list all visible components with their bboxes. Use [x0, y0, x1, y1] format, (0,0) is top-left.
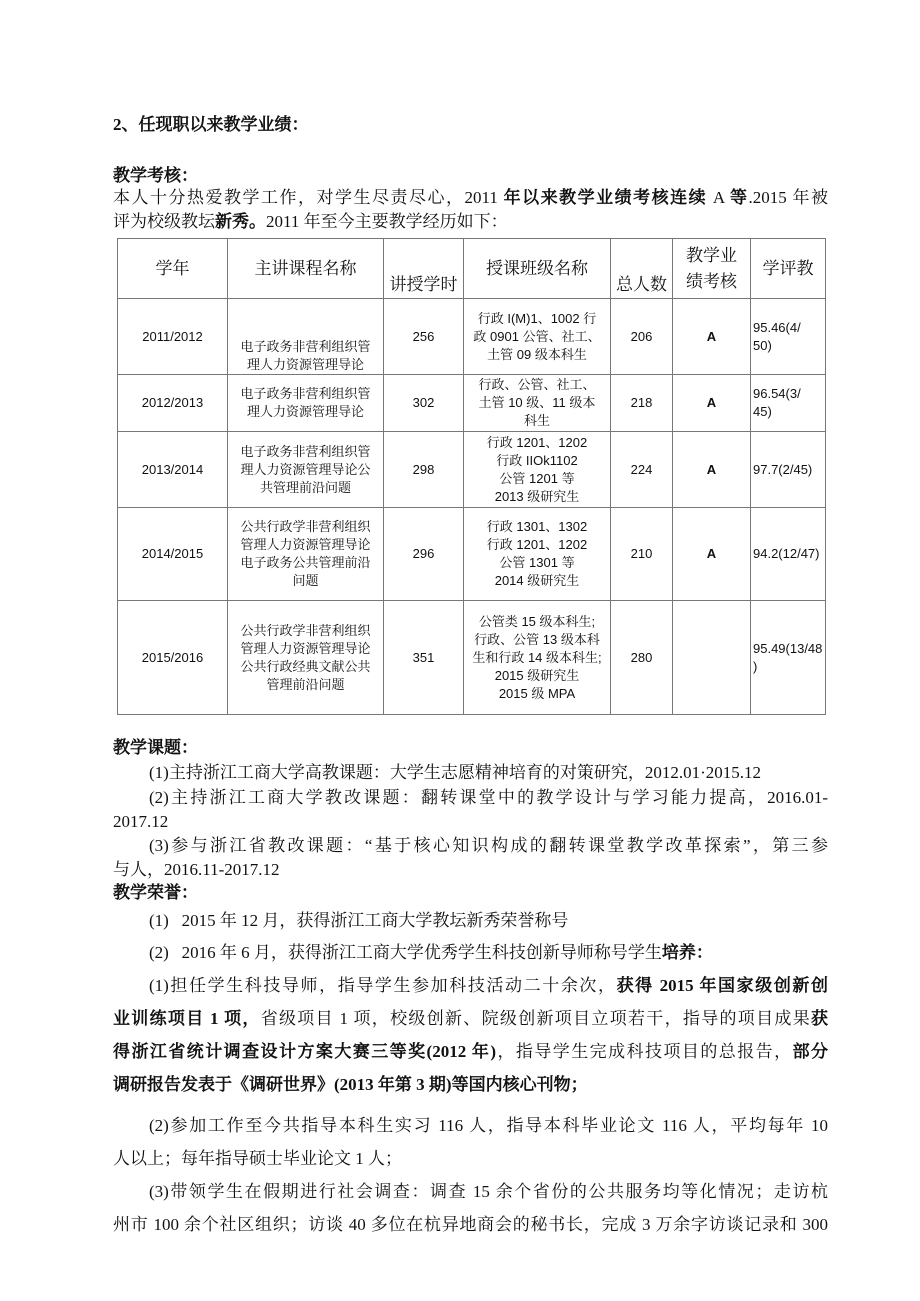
text-segment: 州市 100 余个社区组织；访谈 40 多位在杭异地商会的秘书长，完成 3 万余字访谈记录和 300: [113, 1215, 828, 1234]
cell-grade: A: [673, 432, 751, 508]
cell-hours: 351: [384, 601, 464, 715]
text-segment: 新秀。: [215, 212, 266, 231]
training-label: 培养：: [661, 943, 713, 962]
section-heading: 2、任现职以来教学业绩：: [113, 115, 309, 134]
assessment-title: 教学考核：: [113, 166, 198, 185]
text-segment: 业训练项目 1 项，: [113, 1009, 261, 1028]
text-segment: (3)带领学生在假期进行社会调查：调查 15 余个省份的公共服务均等化情况；走访杭: [149, 1182, 828, 1201]
cell-eval: 95.49(13/48 ): [751, 601, 826, 715]
text-segment: (1)担任学生科技导师，指导学生参加科技活动二十余次，: [149, 976, 617, 995]
cell-total: 280: [611, 601, 673, 715]
training-line: [149, 1181, 828, 1203]
honor-item: [149, 942, 828, 964]
training-line: [113, 1074, 828, 1096]
column-header: 主讲课程名称: [228, 239, 384, 299]
cell-classes: 公管类 15 级本科生; 行政、公管 13 级本科 生和行政 14 级本科生; 2015 级研究生 2015 级 MPA: [464, 601, 611, 715]
projects-title: 教学课题：: [113, 738, 198, 757]
text-segment: 等: [730, 188, 749, 207]
text-segment: (2)参加工作至今共指导本科生实习 116 人，指导本科毕业论文 116 人，平均每年 10: [149, 1116, 828, 1135]
table-header-row: [118, 239, 826, 299]
column-header: 教学业 绩考核: [673, 239, 751, 299]
column-header: 总人数: [611, 239, 673, 299]
cell-total: 206: [611, 299, 673, 375]
training-line: [113, 1148, 828, 1170]
honor-text: (2) 2016 年 6 月，获得浙江工商大学优秀学生科技创新导师称号学生: [149, 943, 662, 962]
cell-hours: 298: [384, 432, 464, 508]
teaching-table: [117, 238, 826, 715]
text-segment: ，指导学生完成科技项目的总报告，: [496, 1042, 793, 1061]
text-segment: 获: [811, 1009, 829, 1028]
column-header: 授课班级名称: [464, 239, 611, 299]
table-row: [118, 375, 826, 432]
cell-grade: A: [673, 375, 751, 432]
column-header: 学评教: [751, 239, 826, 299]
cell-courses: 电子政务非营利组织管 理人力资源管理导论公 共管理前沿问题: [228, 432, 384, 508]
text-segment: 评为校级教坛: [113, 212, 215, 231]
column-header: 学年: [118, 239, 228, 299]
cell-courses: 电子政务非营利组织管 理人力资源管理导论: [228, 299, 384, 375]
cell-hours: 302: [384, 375, 464, 432]
text-segment: 调研报告发表于《调研世界》(2013 年第 3 期)等国内核心刊物；: [113, 1075, 588, 1094]
text-segment: 部分: [792, 1042, 829, 1061]
text-segment: 省级项目 1 项，校级创新、院级创新项目立项若干，指导的项目成果: [260, 1009, 812, 1028]
assessment-line: [113, 187, 828, 209]
text-segment: (2012 年): [426, 1042, 497, 1061]
training-line: [113, 1041, 828, 1063]
cell-courses: 公共行政学非营利组织 管理人力资源管理导论 电子政务公共管理前沿 问题: [228, 508, 384, 601]
text-segment: 人以上；每年指导硕士毕业论文 1 人；: [113, 1149, 402, 1168]
project-item-cont: 与人，2016.11-2017.12: [113, 860, 280, 879]
cell-hours: 256: [384, 299, 464, 375]
cell-total: 210: [611, 508, 673, 601]
training-line: [149, 1115, 828, 1137]
project-item: (1)主持浙江工商大学高教课题：大学生志愿精神培育的对策研究，2012.01·2015.12: [149, 763, 761, 782]
cell-grade: A: [673, 508, 751, 601]
text-segment: A: [707, 188, 730, 207]
text-segment: 得浙江省统计调查设计方案大赛三等奖: [113, 1042, 427, 1061]
cell-grade: A: [673, 299, 751, 375]
cell-year: 2011/2012: [118, 299, 228, 375]
assessment-line: [113, 211, 828, 233]
project-item-cont: 2017.12: [113, 812, 169, 831]
honor-item: (1) 2015 年 12 月，获得浙江工商大学教坛新秀荣誉称号: [149, 911, 569, 930]
training-line: [113, 1008, 828, 1030]
training-line: [149, 975, 828, 997]
cell-total: 224: [611, 432, 673, 508]
training-line: [113, 1214, 828, 1236]
table-row: [118, 432, 826, 508]
text-segment: .2015 年被: [748, 188, 829, 207]
text-segment: 2011 年至今主要教学经历如下：: [266, 212, 508, 231]
cell-classes: 行政 1301、1302 行政 1201、1202 公管 1301 等 2014 级研究生: [464, 508, 611, 601]
cell-eval: 96.54(3/ 45): [751, 375, 826, 432]
table-row: [118, 601, 826, 715]
cell-eval: 94.2(12/47): [751, 508, 826, 601]
cell-eval: 97.7(2/45): [751, 432, 826, 508]
table-row: [118, 508, 826, 601]
honors-title: 教学荣誉：: [113, 883, 198, 902]
cell-eval: 95.46(4/ 50): [751, 299, 826, 375]
project-item: (2)主持浙江工商大学教改课题：翻转课堂中的教学设计与学习能力提高，2016.01-: [149, 788, 828, 807]
cell-classes: 行政 I(M)1、1002 行 政 0901 公管、社工、 土管 09 级本科生: [464, 299, 611, 375]
cell-year: 2014/2015: [118, 508, 228, 601]
cell-grade: [673, 601, 751, 715]
cell-year: 2015/2016: [118, 601, 228, 715]
text-segment: 获得 2015 年国家级创新创: [616, 976, 828, 995]
cell-year: 2012/2013: [118, 375, 228, 432]
cell-total: 218: [611, 375, 673, 432]
table-row: [118, 299, 826, 375]
cell-year: 2013/2014: [118, 432, 228, 508]
project-item: (3)参与浙江省教改课题：“基于核心知识构成的翻转课堂教学改革探索”，第三参: [149, 836, 828, 855]
text-segment: 年以来教学业绩考核连续: [503, 188, 708, 207]
text-segment: 本人十分热爱教学工作，对学生尽责尽心，2011: [113, 188, 504, 207]
cell-classes: 行政、公管、社工、 土管 10 级、11 级本 科生: [464, 375, 611, 432]
cell-hours: 296: [384, 508, 464, 601]
cell-courses: 电子政务非营利组织管 理人力资源管理导论: [228, 375, 384, 432]
cell-courses: 公共行政学非营利组织 管理人力资源管理导论 公共行政经典文献公共 管理前沿问题: [228, 601, 384, 715]
cell-classes: 行政 1201、1202 行政 IIOk1102 公管 1201 等 2013 级研究生: [464, 432, 611, 508]
column-header: 讲授学时: [384, 239, 464, 299]
